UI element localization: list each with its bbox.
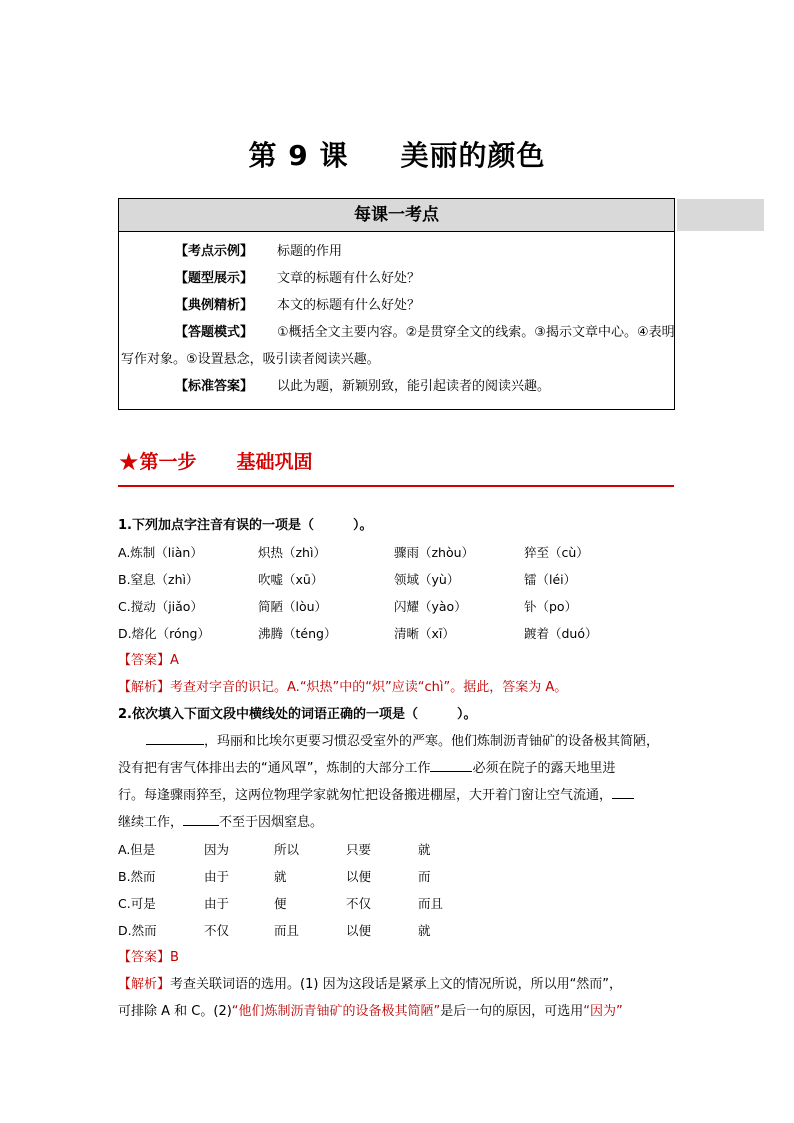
blank-2	[430, 759, 472, 772]
q1-option-b: B.窒息（zhì） 吹嘘（xū） 领域（yù） 镭（léi）	[118, 572, 577, 587]
kp-row-analysis: 【典例精析】 本文的标题有什么好处？	[174, 298, 421, 313]
q1-option-d: D.熔化（róng） 沸腾（téng） 清晰（xī） 踱着（duó）	[118, 626, 598, 641]
key-point-box	[118, 198, 675, 410]
question-2-title: 2.依次填入下面文段中横线处的词语正确的一项是（ ）。	[118, 707, 477, 722]
q1-analysis: 【解析】考查对字音的识记。A.“炽热”中的“炽”应读“chì”。据此，答案为 A。	[118, 680, 568, 695]
q1-option-c: C.搅动（jiǎo） 简陋（lòu） 闪耀（yào） 钋（po）	[118, 599, 578, 614]
lesson-name: 美丽的颜色	[400, 139, 546, 172]
q1-answer: 【答案】A	[118, 653, 179, 668]
key-point-body	[119, 232, 674, 400]
header-extension	[677, 199, 764, 231]
q2-option-b: B.然而 由于 就 以便 而	[118, 869, 431, 884]
q2-option-d: D.然而 不仅 而且 以便 就	[118, 923, 431, 938]
q2-analysis: 【解析】考查关联词语的选用。(1) 因为这段话是紧承上文的情况所说，所以用“然而”， 可排除 A 和 C。(2)“他们炼制沥青铀矿的设备极其简陋”是后一句的原因，可选用“因为”	[118, 977, 623, 1019]
blank-1	[146, 732, 204, 745]
q2-option-a: A.但是 因为 所以 只要 就	[118, 842, 431, 857]
q2-answer: 【答案】B	[118, 950, 179, 965]
question-1-title: 1.下列加点字注音有误的一项是（ ）。	[118, 518, 373, 533]
key-point-header: 每课一考点	[119, 199, 674, 232]
kp-row-standard: 【标准答案】 以此为题，新颖别致，能引起读者的阅读兴趣。	[174, 379, 551, 394]
q1-option-a: A.炼制（liàn） 炽热（zhì） 骤雨（zhòu） 猝至（cù）	[118, 545, 589, 560]
kp-row-mode: 【答题模式】 ①概括全文主要内容。②是贯穿全文的线索。③揭示文章中心。④表明 写作对象。⑤设置悬念，吸引读者阅读兴趣。	[121, 325, 675, 367]
lesson-number: 第 9 课	[248, 139, 349, 172]
page-title	[0, 134, 794, 174]
blank-4	[183, 813, 219, 826]
q2-option-c: C.可是 由于 便 不仅 而且	[118, 896, 444, 911]
step-heading: ★第一步 基础巩固	[118, 447, 674, 487]
blank-3	[612, 786, 634, 799]
kp-row-example: 【考点示例】 标题的作用	[174, 244, 343, 259]
q2-passage: ，玛丽和比埃尔更要习惯忍受室外的严寒。他们炼制沥青铀矿的设备极其简陋， 没有把有害气体排出去的“通风罩”，炼制的大部分工作 必须在院子的露天地里进 行。每逢骤雨猝至，这两位物理学家就匆忙把设备搬进棚屋，大开着门窗让空气流通， 继续工作， 不至于因烟窒息。	[118, 734, 660, 830]
star-icon: ★	[118, 448, 140, 476]
kp-row-type: 【题型展示】 文章的标题有什么好处？	[174, 271, 421, 286]
questions	[118, 512, 678, 1025]
